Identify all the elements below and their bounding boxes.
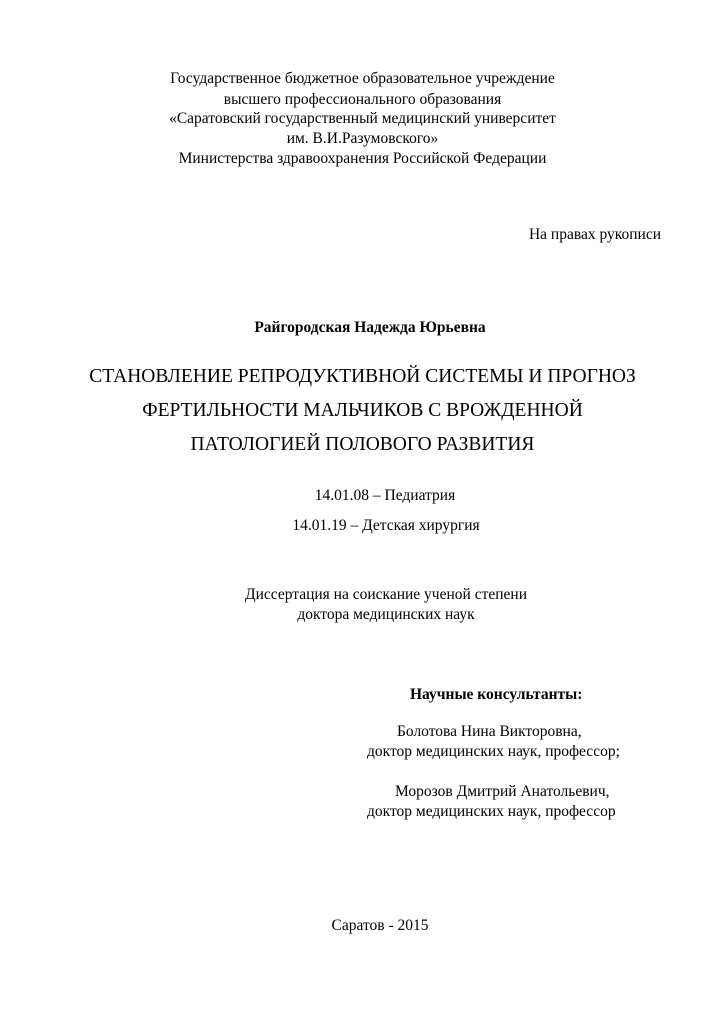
consultant-1-title: доктор медицинских наук, профессор;	[367, 743, 620, 760]
institution-line-5: Министерства здравоохранения Российской Федерации	[178, 150, 547, 167]
consultants-heading: Научные консультанты:	[410, 686, 583, 703]
dissertation-title-line-1: СТАНОВЛЕНИЕ РЕПРОДУКТИВНОЙ СИСТЕМЫ И ПРОГНОЗ	[89, 366, 636, 387]
institution-line-2: высшего профессионального образования	[223, 91, 502, 108]
specialty-pediatrics: 14.01.08 – Педиатрия	[314, 487, 456, 504]
dissertation-degree-line-2: доктора медицинских наук	[297, 606, 475, 623]
institution-line-3: «Саратовский государственный медицинский университет	[169, 110, 556, 127]
dissertation-degree-line-1: Диссертация на соискание ученой степени	[245, 586, 527, 603]
manuscript-rights-note: На правах рукописи	[528, 226, 661, 243]
dissertation-title-line-3: ПАТОЛОГИЕЙ ПОЛОВОГО РАЗВИТИЯ	[190, 434, 535, 455]
institution-line-1: Государственное бюджетное образовательное учреждение	[170, 70, 555, 87]
consultant-1-name: Болотова Нина Викторовна,	[397, 723, 582, 740]
dissertation-title-line-2: ФЕРТИЛЬНОСТИ МАЛЬЧИКОВ С ВРОЖДЕННОЙ	[142, 400, 583, 421]
institution-line-4: им. В.И.Разумовского»	[286, 130, 439, 147]
specialty-pediatric-surgery: 14.01.19 – Детская хирургия	[292, 517, 480, 534]
consultant-2-name: Морозов Дмитрий Анатольевич,	[395, 783, 610, 800]
consultant-2-title: доктор медицинских наук, профессор	[367, 803, 616, 820]
city-year-footer: Саратов - 2015	[331, 917, 429, 934]
author-name: Райгородская Надежда Юрьевна	[254, 319, 486, 336]
